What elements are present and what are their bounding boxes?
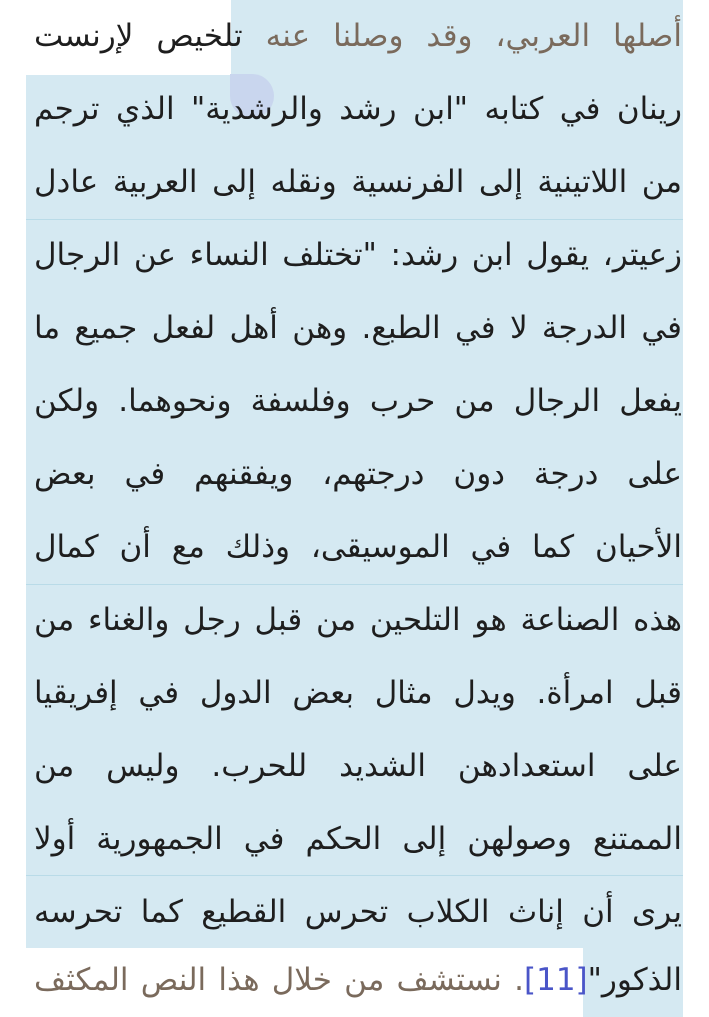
article-line[interactable]: هذه الصناعة هو التلحين من قبل رجل والغناء من	[34, 602, 682, 638]
article-line[interactable]: قبل امرأة. ويدل مثال بعض الدول في إفريقيا	[34, 675, 682, 711]
unselected-text: . نستشف من خلال هذا النص المكثف	[34, 962, 524, 998]
article-line[interactable]: يفعل الرجال من حرب وفلسفة ونحوهما. ولكن	[34, 383, 682, 419]
article-line[interactable]: رينان في كتابه "ابن رشد والرشدية" الذي ترجم	[34, 91, 682, 127]
article-line[interactable]: الأحيان كما في الموسيقى، وذلك مع أن كمال	[34, 529, 682, 565]
selected-text: الذكور"	[587, 962, 682, 998]
selected-text: تلخيص لإرنست	[34, 18, 243, 54]
article-line[interactable]: في الدرجة لا في الطبع. وهن أهل لفعل جميع ما	[34, 310, 682, 346]
footnote-link[interactable]: [11]	[523, 962, 588, 998]
article-line[interactable]: يرى أن إناث الكلاب تحرس القطيع كما تحرسه	[34, 894, 682, 930]
unselected-text: أصلها العربي، وقد وصلنا عنه	[242, 18, 682, 54]
article-line[interactable]: على درجة دون درجتهم، ويفقنهم في بعض	[34, 456, 682, 492]
article-line[interactable]	[34, 0, 682, 73]
article-line[interactable]: من اللاتينية إلى الفرنسية ونقله إلى العربية عادل	[34, 164, 682, 200]
article-line[interactable]: على استعدادهن الشديد للحرب. وليس من	[34, 748, 682, 784]
article-line[interactable]	[34, 944, 682, 1017]
article-line[interactable]: زعيتر، يقول ابن رشد: "تختلف النساء عن الرجال	[34, 237, 682, 273]
article-line[interactable]: الممتنع وصولهن إلى الحكم في الجمهورية أولا	[34, 821, 682, 857]
